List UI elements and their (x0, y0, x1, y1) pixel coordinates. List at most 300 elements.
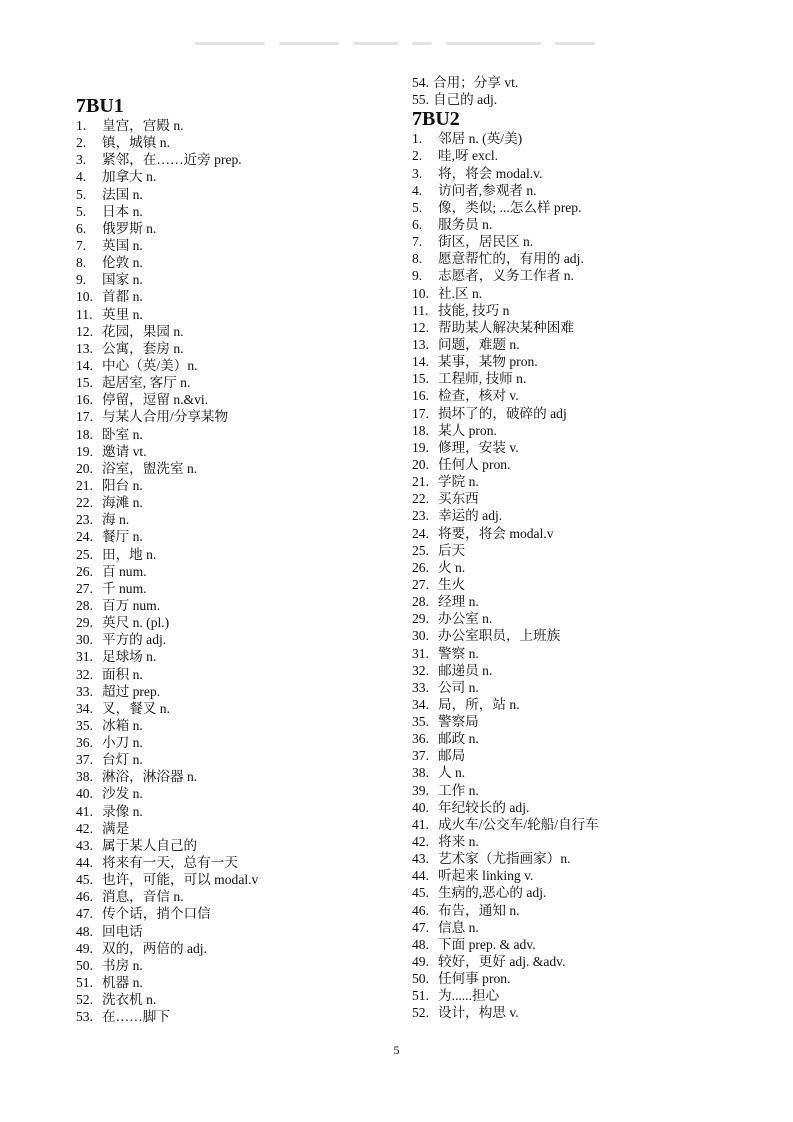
list-item (76, 288, 396, 305)
item-number: 7. (412, 234, 423, 250)
item-text: 传个话，捎个口信 (102, 906, 211, 922)
item-text: 叉，餐叉 n. (102, 700, 170, 716)
item-text: 设计，构思 v. (438, 1005, 519, 1021)
item-number: 19. (76, 443, 93, 459)
list-item (412, 816, 752, 833)
item-text: 英里 n. (102, 306, 143, 322)
item-number: 5. (412, 199, 423, 215)
item-number: 53. (76, 1009, 93, 1025)
item-number: 48. (412, 936, 429, 952)
item-text: 服务员 n. (438, 216, 493, 232)
item-number: 41. (76, 803, 93, 819)
item-text: 百万 num. (102, 597, 161, 613)
item-text: 街区，居民区 n. (438, 234, 534, 250)
item-number: 23. (412, 508, 429, 524)
list-item (76, 220, 396, 237)
list-item (76, 871, 396, 888)
item-text: 紧邻，在……近旁 prep. (102, 152, 242, 168)
item-text: 皇宫，宫殿 n. (102, 118, 184, 133)
item-text: 停留，逗留 n.&vi. (102, 392, 209, 408)
item-number: 19. (412, 439, 429, 455)
item-text: 某事，某物 pron. (438, 354, 538, 370)
item-number: 17. (76, 409, 93, 425)
item-number: 15. (76, 375, 93, 391)
list-item (76, 803, 396, 820)
item-number: 30. (76, 632, 93, 648)
list-item (76, 134, 396, 151)
item-text: 法国 n. (102, 186, 143, 202)
item-text: 任何人 pron. (438, 456, 511, 472)
list-item (412, 267, 752, 284)
item-text: 满是 (102, 820, 130, 836)
list-item (76, 563, 396, 580)
item-number: 3. (76, 152, 87, 168)
list-item (76, 768, 396, 785)
list-item (76, 991, 396, 1008)
list-item (412, 559, 752, 576)
item-number: 50. (412, 971, 429, 987)
item-number: 17. (412, 405, 429, 421)
list-item (412, 165, 752, 182)
item-number: 21. (412, 474, 429, 490)
list-item (412, 302, 752, 319)
item-text: 学院 n. (438, 474, 479, 490)
list-item (76, 494, 396, 511)
item-number: 37. (412, 748, 429, 764)
item-number: 4. (412, 182, 423, 198)
list-item (412, 919, 752, 936)
item-number: 13. (76, 340, 93, 356)
list-item (412, 422, 752, 439)
item-text: 将来 n. (438, 834, 479, 850)
list-item (76, 323, 396, 340)
item-text: 田，地 n. (102, 546, 157, 562)
item-text: 伦敦 n. (102, 255, 143, 271)
item-text: 幸运的 adj. (438, 508, 503, 524)
item-number: 2. (412, 148, 423, 164)
item-text: 海滩 n. (102, 495, 143, 511)
list-item (76, 271, 396, 288)
list-item (76, 923, 396, 940)
item-number: 43. (76, 837, 93, 853)
list-item (76, 528, 396, 545)
item-number: 32. (76, 666, 93, 682)
list-item (412, 233, 752, 250)
item-text: 书房 n. (102, 957, 143, 973)
item-text: 成火车/公交车/轮船/自行车 (438, 816, 599, 832)
page-number: 5 (393, 1043, 400, 1057)
item-text: 修理，安装 v. (438, 439, 519, 455)
list-item (412, 764, 752, 781)
list-item (76, 597, 396, 614)
item-number: 6. (412, 216, 423, 232)
list-item (412, 199, 752, 216)
list-item (412, 850, 752, 867)
item-number: 5. (76, 203, 87, 219)
item-number: 18. (412, 422, 429, 438)
list-item (76, 340, 396, 357)
list-item (412, 370, 752, 387)
item-number: 39. (412, 782, 429, 798)
list-item (412, 542, 752, 559)
item-text: 阳台 n. (102, 477, 143, 493)
item-text: 回电话 (102, 923, 143, 939)
list-item (76, 666, 396, 683)
item-text: 志愿者，义务工作者 n. (438, 268, 574, 284)
list-item (412, 507, 752, 524)
item-number: 27. (412, 576, 429, 592)
item-text: 生病的,恶心的 adj. (438, 885, 547, 901)
item-text: 沙发 n. (102, 786, 143, 802)
item-text: 邮政 n. (438, 731, 479, 747)
item-number: 26. (412, 559, 429, 575)
carryover-word-list (412, 74, 752, 108)
list-item (412, 730, 752, 747)
item-text: 办公室职员，上班族 (438, 628, 561, 644)
item-number: 54. (412, 75, 429, 90)
item-text: 任何事 pron. (438, 971, 511, 987)
item-text: 属于某人自己的 (102, 837, 198, 853)
right-word-list (412, 130, 752, 1021)
item-number: 51. (76, 975, 93, 991)
list-item (76, 203, 396, 220)
list-item (412, 867, 752, 884)
item-number: 49. (412, 954, 429, 970)
item-text: 首都 n. (102, 289, 143, 305)
item-number: 27. (76, 580, 93, 596)
item-number: 18. (76, 426, 93, 442)
item-text: 台灯 n. (102, 752, 143, 768)
item-text: 合用；分享 vt. (433, 75, 519, 90)
item-text: 海 n. (102, 512, 130, 528)
item-number: 37. (76, 752, 93, 768)
list-item (76, 957, 396, 974)
item-number: 25. (76, 546, 93, 562)
faint-header-watermark (195, 38, 595, 48)
item-number: 14. (412, 354, 429, 370)
item-text: 损坏了的，破碎的 adj (438, 405, 567, 421)
list-item (412, 319, 752, 336)
list-item (76, 546, 396, 563)
item-text: 镇，城镇 n. (102, 135, 170, 151)
list-item (412, 473, 752, 490)
unit-title-7bu1: 7BU1 (76, 95, 124, 117)
item-number: 21. (76, 477, 93, 493)
item-text: 邻居 n. (英/美) (438, 131, 523, 147)
item-text: 自己的 adj. (433, 92, 498, 108)
item-number: 33. (412, 679, 429, 695)
item-text: 百 num. (102, 563, 147, 579)
item-number: 51. (412, 988, 429, 1004)
item-text: 问题，难题 n. (438, 336, 520, 352)
item-text: 某人 pron. (438, 422, 497, 438)
list-item (412, 336, 752, 353)
item-text: 超过 prep. (102, 683, 161, 699)
list-item (412, 250, 752, 267)
item-number: 50. (76, 957, 93, 973)
list-item (76, 374, 396, 391)
item-number: 52. (76, 992, 93, 1008)
item-number: 47. (76, 906, 93, 922)
list-item (76, 511, 396, 528)
item-number: 8. (412, 251, 423, 267)
item-number: 3. (412, 165, 423, 181)
item-text: 面积 n. (102, 666, 143, 682)
item-number: 12. (412, 319, 429, 335)
item-number: 22. (412, 491, 429, 507)
list-item (412, 987, 752, 1004)
item-number: 13. (412, 336, 429, 352)
list-item (412, 936, 752, 953)
item-text: 较好，更好 adj. &adv. (438, 954, 566, 970)
list-item (412, 970, 752, 987)
item-text: 生火 (438, 576, 466, 592)
item-number: 55. (412, 92, 429, 108)
list-item (412, 713, 752, 730)
item-text: 千 num. (102, 580, 147, 596)
item-text: 与某人合用/分享某物 (102, 409, 229, 425)
item-number: 42. (76, 820, 93, 836)
item-text: 邀请 vt. (102, 443, 147, 459)
list-item (76, 1008, 396, 1025)
item-number: 1. (76, 118, 87, 133)
item-text: 将，将会 modal.v. (438, 165, 543, 181)
item-number: 20. (412, 456, 429, 472)
item-number: 32. (412, 662, 429, 678)
item-number: 16. (76, 392, 93, 408)
item-number: 15. (412, 371, 429, 387)
item-text: 布告，通知 n. (438, 902, 520, 918)
list-item (76, 186, 396, 203)
item-number: 46. (412, 902, 429, 918)
item-text: 淋浴，淋浴器 n. (102, 769, 198, 785)
item-text: 哇,呀 excl. (438, 148, 499, 164)
list-item (412, 610, 752, 627)
item-text: 火 n. (438, 559, 466, 575)
list-item (412, 679, 752, 696)
item-text: 消息，音信 n. (102, 889, 184, 905)
item-number: 23. (76, 512, 93, 528)
item-text: 局，所，站 n. (438, 696, 520, 712)
item-number: 49. (76, 940, 93, 956)
item-text: 为......担心 (438, 988, 500, 1004)
item-text: 日本 n. (102, 203, 143, 219)
item-number: 25. (412, 542, 429, 558)
list-item (412, 696, 752, 713)
item-text: 警察局 (438, 714, 479, 730)
item-number: 16. (412, 388, 429, 404)
unit-title-7bu2: 7BU2 (412, 108, 460, 131)
item-number: 7. (76, 237, 87, 253)
list-item (412, 782, 752, 799)
list-item (412, 576, 752, 593)
item-text: 洗衣机 n. (102, 992, 157, 1008)
item-text: 像，类似; ...怎么样 prep. (438, 199, 582, 215)
item-number: 10. (412, 285, 429, 301)
item-text: 人 n. (438, 765, 466, 781)
item-text: 技能, 技巧 n (438, 302, 510, 318)
item-text: 足球场 n. (102, 649, 157, 665)
list-item (412, 593, 752, 610)
item-number: 28. (412, 594, 429, 610)
item-text: 帮助某人解决某种困难 (438, 319, 574, 335)
item-text: 国家 n. (102, 272, 143, 288)
item-text: 小刀 n. (102, 735, 143, 751)
item-number: 29. (76, 615, 93, 631)
list-item (76, 426, 396, 443)
list-item (76, 785, 396, 802)
item-number: 40. (76, 786, 93, 802)
item-number: 4. (76, 169, 87, 185)
list-item (76, 254, 396, 271)
list-item (76, 631, 396, 648)
item-text: 听起来 linking v. (438, 868, 534, 884)
list-item (76, 151, 396, 168)
item-number: 36. (76, 735, 93, 751)
item-text: 下面 prep. & adv. (438, 936, 536, 952)
item-text: 机器 n. (102, 975, 143, 991)
list-item (412, 490, 752, 507)
item-text: 访问者,参观者 n. (438, 182, 537, 198)
item-text: 中心（英/美）n. (102, 357, 198, 373)
list-item (412, 182, 752, 199)
item-number: 43. (412, 851, 429, 867)
item-number: 22. (76, 495, 93, 511)
item-number: 44. (76, 855, 93, 871)
item-number: 35. (412, 714, 429, 730)
item-number: 44. (412, 868, 429, 884)
item-text: 双的，两倍的 adj. (102, 940, 207, 956)
list-item (412, 285, 752, 302)
item-text: 在……脚下 (102, 1009, 170, 1025)
item-text: 公寓，套房 n. (102, 340, 184, 356)
item-number: 8. (76, 255, 87, 271)
list-item (76, 460, 396, 477)
item-number: 52. (412, 1005, 429, 1021)
list-item (76, 391, 396, 408)
item-text: 愿意帮忙的，有用的 adj. (438, 251, 584, 267)
list-item (76, 905, 396, 922)
item-number: 9. (412, 268, 423, 284)
item-text: 艺术家（尤指画家）n. (438, 851, 571, 867)
item-number: 2. (76, 135, 87, 151)
list-item (76, 117, 396, 134)
list-item (76, 357, 396, 374)
list-item (76, 580, 396, 597)
list-item (412, 353, 752, 370)
item-text: 英尺 n. (pl.) (102, 615, 170, 631)
item-text: 起居室, 客厅 n. (102, 375, 191, 391)
item-number: 38. (76, 769, 93, 785)
list-item (412, 130, 752, 147)
item-number: 34. (412, 696, 429, 712)
list-item (412, 1004, 752, 1021)
item-number: 29. (412, 611, 429, 627)
list-item (76, 237, 396, 254)
list-item (76, 683, 396, 700)
list-item (412, 387, 752, 404)
list-item (76, 717, 396, 734)
item-number: 47. (412, 919, 429, 935)
list-item (76, 854, 396, 871)
list-item (76, 168, 396, 185)
item-text: 录像 n. (102, 803, 143, 819)
item-text: 俄罗斯 n. (102, 220, 157, 236)
list-item (76, 940, 396, 957)
list-item (412, 902, 752, 919)
item-number: 35. (76, 717, 93, 733)
list-item (76, 408, 396, 425)
item-text: 英国 n. (102, 237, 143, 253)
list-item (412, 645, 752, 662)
item-text: 工程师, 技师 n. (438, 371, 527, 387)
item-text: 冰箱 n. (102, 717, 143, 733)
list-item (412, 147, 752, 164)
list-item (76, 888, 396, 905)
list-item (76, 477, 396, 494)
list-item (76, 837, 396, 854)
list-item (76, 648, 396, 665)
list-item (76, 734, 396, 751)
item-number: 41. (412, 816, 429, 832)
item-text: 工作 n. (438, 782, 479, 798)
item-text: 将要，将会 modal.v (438, 525, 554, 541)
item-number: 40. (412, 799, 429, 815)
item-text: 邮局 (438, 748, 466, 764)
item-text: 邮递员 n. (438, 662, 493, 678)
item-number: 48. (76, 923, 93, 939)
item-text: 检查，核对 v. (438, 388, 519, 404)
list-item (412, 405, 752, 422)
item-text: 花园，果园 n. (102, 323, 184, 339)
item-number: 6. (76, 220, 87, 236)
list-item (412, 91, 752, 108)
item-number: 42. (412, 834, 429, 850)
item-number: 11. (412, 302, 429, 318)
item-number: 31. (76, 649, 93, 665)
list-item (412, 525, 752, 542)
list-item (76, 751, 396, 768)
item-text: 信息 n. (438, 919, 479, 935)
item-number: 46. (76, 889, 93, 905)
left-word-list (76, 117, 396, 1025)
item-text: 餐厅 n. (102, 529, 143, 545)
item-text: 公司 n. (438, 679, 479, 695)
list-item (76, 614, 396, 631)
item-text: 年纪较长的 adj. (438, 799, 530, 815)
item-number: 36. (412, 731, 429, 747)
item-number: 30. (412, 628, 429, 644)
item-text: 买东西 (438, 491, 479, 507)
list-item (412, 953, 752, 970)
list-item (76, 443, 396, 460)
item-text: 加拿大 n. (102, 169, 157, 185)
item-number: 9. (76, 272, 87, 288)
list-item (76, 700, 396, 717)
item-number: 33. (76, 683, 93, 699)
list-item (412, 884, 752, 901)
list-item (412, 439, 752, 456)
item-number: 1. (412, 131, 423, 147)
item-number: 5. (76, 186, 87, 202)
item-text: 平方的 adj. (102, 632, 167, 648)
left-column (76, 95, 396, 1025)
item-text: 将来有一天，总有一天 (102, 855, 238, 871)
item-text: 卧室 n. (102, 426, 143, 442)
item-number: 12. (76, 323, 93, 339)
item-text: 经理 n. (438, 594, 479, 610)
list-item (412, 747, 752, 764)
